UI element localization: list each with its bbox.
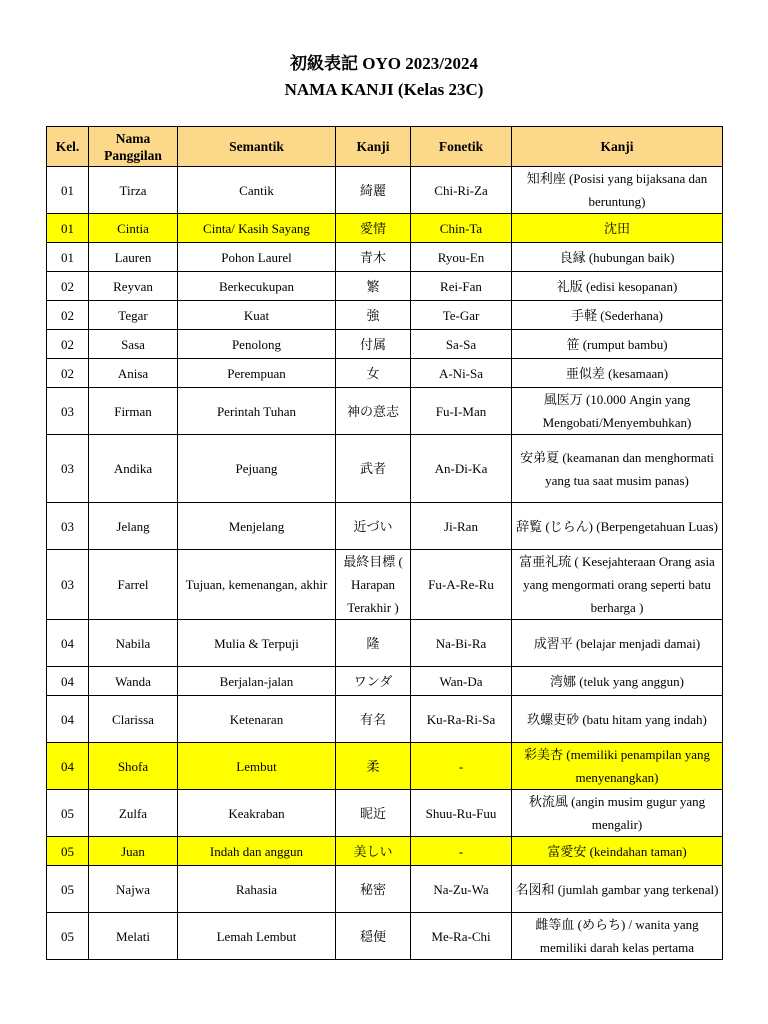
table-row [47, 301, 723, 330]
kanji-names-table [46, 126, 723, 960]
cell-kanji: 繁 [336, 272, 411, 301]
cell-kanji: 秘密 [336, 866, 411, 913]
cell-kel: 03 [47, 503, 89, 550]
cell-kanji-meaning: 笹 (rumput bambu) [512, 330, 723, 359]
cell-semantik: Cinta/ Kasih Sayang [178, 214, 336, 243]
cell-fonetik: Chin-Ta [411, 214, 512, 243]
cell-fonetik: Wan-Da [411, 667, 512, 696]
cell-kanji: 近づい [336, 503, 411, 550]
cell-fonetik: Me-Ra-Chi [411, 913, 512, 960]
cell-semantik: Penolong [178, 330, 336, 359]
cell-fonetik: Rei-Fan [411, 272, 512, 301]
document-subtitle: NAMA KANJI (Kelas 23C) [284, 80, 484, 99]
table-row [47, 167, 723, 214]
cell-kel: 03 [47, 388, 89, 435]
cell-nama: Tirza [89, 167, 178, 214]
cell-semantik: Indah dan anggun [178, 837, 336, 866]
cell-kel: 01 [47, 214, 89, 243]
cell-kel: 04 [47, 667, 89, 696]
cell-kanji-meaning: 名図和 (jumlah gambar yang terkenal) [512, 866, 723, 913]
cell-kanji: 武者 [336, 435, 411, 503]
cell-kanji: 付属 [336, 330, 411, 359]
cell-kel: 02 [47, 301, 89, 330]
cell-nama: Anisa [89, 359, 178, 388]
cell-nama: Juan [89, 837, 178, 866]
table-row [47, 435, 723, 503]
cell-kanji: 昵近 [336, 790, 411, 837]
table-row [47, 359, 723, 388]
cell-kanji: 青木 [336, 243, 411, 272]
table-row [47, 620, 723, 667]
cell-kanji-meaning: 良縁 (hubungan baik) [512, 243, 723, 272]
cell-kanji: 最終目標 ( Harapan Terakhir ) [336, 550, 411, 620]
cell-fonetik: Ku-Ra-Ri-Sa [411, 696, 512, 743]
cell-fonetik: Chi-Ri-Za [411, 167, 512, 214]
cell-kanji-meaning: 秋流風 (angin musim gugur yang mengalir) [512, 790, 723, 837]
cell-fonetik: - [411, 743, 512, 790]
cell-nama: Firman [89, 388, 178, 435]
table-row [47, 790, 723, 837]
cell-kanji-meaning: 亜似差 (kesamaan) [512, 359, 723, 388]
cell-kanji-meaning: 成習平 (belajar menjadi damai) [512, 620, 723, 667]
cell-kanji-meaning: 雌等血 (めらち) / wanita yang memiliki darah kelas pertama [512, 913, 723, 960]
cell-kanji-meaning: 風医万 (10.000 Angin yang Mengobati/Menyembuhkan) [512, 388, 723, 435]
cell-semantik: Mulia & Terpuji [178, 620, 336, 667]
cell-semantik: Menjelang [178, 503, 336, 550]
cell-nama: Farrel [89, 550, 178, 620]
cell-semantik: Cantik [178, 167, 336, 214]
cell-fonetik: Fu-I-Man [411, 388, 512, 435]
cell-kanji: 女 [336, 359, 411, 388]
header-fonetik: Fonetik [411, 127, 512, 167]
cell-semantik: Perintah Tuhan [178, 388, 336, 435]
cell-semantik: Keakraban [178, 790, 336, 837]
table-row [47, 330, 723, 359]
cell-kanji-meaning: 玖螺吏砂 (batu hitam yang indah) [512, 696, 723, 743]
table-row [47, 550, 723, 620]
cell-semantik: Ketenaran [178, 696, 336, 743]
document-title: 初級表記 OYO 2023/2024 [290, 54, 478, 73]
cell-kel: 01 [47, 167, 89, 214]
header-kanji-meaning: Kanji [512, 127, 723, 167]
cell-kanji: 美しい [336, 837, 411, 866]
cell-kanji-meaning: 富亜礼琉 ( Kesejahteraan Orang asia yang mengormati orang seperti batu berharga ) [512, 550, 723, 620]
cell-nama: Jelang [89, 503, 178, 550]
cell-semantik: Berkecukupan [178, 272, 336, 301]
cell-fonetik: - [411, 837, 512, 866]
cell-fonetik: A-Ni-Sa [411, 359, 512, 388]
cell-nama: Najwa [89, 866, 178, 913]
header-kel: Kel. [47, 127, 89, 167]
cell-kanji: 綺麗 [336, 167, 411, 214]
cell-kel: 03 [47, 435, 89, 503]
cell-kel: 03 [47, 550, 89, 620]
cell-kel: 04 [47, 620, 89, 667]
cell-kel: 01 [47, 243, 89, 272]
table-row [47, 837, 723, 866]
cell-semantik: Lembut [178, 743, 336, 790]
cell-fonetik: Ryou-En [411, 243, 512, 272]
cell-fonetik: Sa-Sa [411, 330, 512, 359]
cell-kel: 04 [47, 696, 89, 743]
cell-kel: 05 [47, 790, 89, 837]
table-row [47, 243, 723, 272]
cell-kel: 04 [47, 743, 89, 790]
table-row [47, 272, 723, 301]
cell-kanji-meaning: 安弟夏 (keamanan dan menghormati yang tua saat musim panas) [512, 435, 723, 503]
table-row [47, 696, 723, 743]
header-nama-panggilan: Nama Panggilan [89, 127, 178, 167]
cell-nama: Shofa [89, 743, 178, 790]
cell-kanji: 神の意志 [336, 388, 411, 435]
cell-nama: Wanda [89, 667, 178, 696]
table-row [47, 913, 723, 960]
table-row [47, 214, 723, 243]
cell-kanji-meaning: 礼版 (edisi kesopanan) [512, 272, 723, 301]
cell-fonetik: Ji-Ran [411, 503, 512, 550]
header-semantik: Semantik [178, 127, 336, 167]
cell-kanji-meaning: 富愛安 (keindahan taman) [512, 837, 723, 866]
cell-semantik: Rahasia [178, 866, 336, 913]
cell-kanji-meaning: 湾娜 (teluk yang anggun) [512, 667, 723, 696]
cell-kanji-meaning: 知利座 (Posisi yang bijaksana dan beruntung) [512, 167, 723, 214]
cell-semantik: Pejuang [178, 435, 336, 503]
cell-nama: Reyvan [89, 272, 178, 301]
cell-nama: Tegar [89, 301, 178, 330]
table-row [47, 667, 723, 696]
cell-nama: Nabila [89, 620, 178, 667]
cell-nama: Clarissa [89, 696, 178, 743]
cell-kanji: 隆 [336, 620, 411, 667]
table-row [47, 866, 723, 913]
cell-kel: 05 [47, 913, 89, 960]
table-row [47, 388, 723, 435]
cell-fonetik: Shuu-Ru-Fuu [411, 790, 512, 837]
cell-kanji: ワンダ [336, 667, 411, 696]
table-row [47, 743, 723, 790]
cell-semantik: Pohon Laurel [178, 243, 336, 272]
cell-kanji-meaning: 彩美杏 (memiliki penampilan yang menyenangkan) [512, 743, 723, 790]
cell-nama: Lauren [89, 243, 178, 272]
cell-semantik: Perempuan [178, 359, 336, 388]
cell-nama: Cintia [89, 214, 178, 243]
cell-kanji: 愛情 [336, 214, 411, 243]
cell-kanji: 有名 [336, 696, 411, 743]
cell-kanji-meaning: 手軽 (Sederhana) [512, 301, 723, 330]
cell-nama: Sasa [89, 330, 178, 359]
table-row [47, 503, 723, 550]
cell-nama: Melati [89, 913, 178, 960]
cell-nama: Andika [89, 435, 178, 503]
cell-kel: 02 [47, 359, 89, 388]
cell-kanji: 穏便 [336, 913, 411, 960]
cell-semantik: Tujuan, kemenangan, akhir [178, 550, 336, 620]
cell-kanji: 強 [336, 301, 411, 330]
cell-kanji: 柔 [336, 743, 411, 790]
cell-semantik: Kuat [178, 301, 336, 330]
header-kanji: Kanji [336, 127, 411, 167]
table-header-row [47, 127, 723, 167]
cell-kanji-meaning: 沈田 [512, 214, 723, 243]
cell-semantik: Lemah Lembut [178, 913, 336, 960]
cell-fonetik: An-Di-Ka [411, 435, 512, 503]
cell-fonetik: Te-Gar [411, 301, 512, 330]
cell-nama: Zulfa [89, 790, 178, 837]
cell-fonetik: Na-Bi-Ra [411, 620, 512, 667]
cell-kel: 02 [47, 330, 89, 359]
cell-fonetik: Na-Zu-Wa [411, 866, 512, 913]
cell-kel: 05 [47, 866, 89, 913]
cell-kel: 02 [47, 272, 89, 301]
cell-fonetik: Fu-A-Re-Ru [411, 550, 512, 620]
cell-kanji-meaning: 辞覧 (じらん) (Berpengetahuan Luas) [512, 503, 723, 550]
cell-kel: 05 [47, 837, 89, 866]
cell-semantik: Berjalan-jalan [178, 667, 336, 696]
